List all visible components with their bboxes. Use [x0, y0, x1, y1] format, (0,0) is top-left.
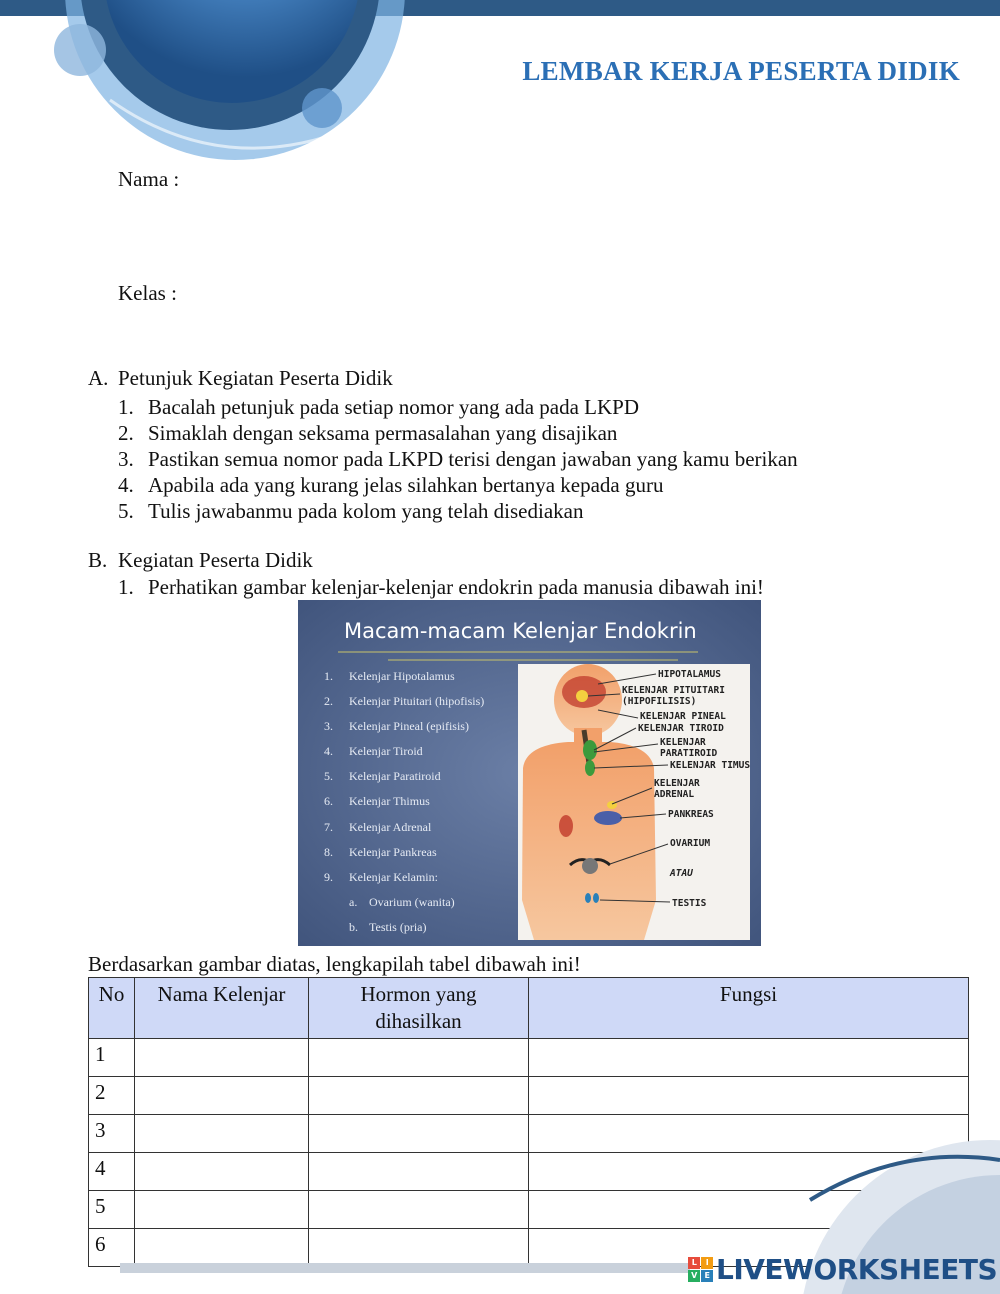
footer-bar	[120, 1263, 690, 1273]
label-atau: ATAU	[670, 868, 693, 879]
section-a-heading	[88, 366, 393, 391]
section-b-heading	[88, 548, 313, 573]
section-a-letter: A.	[88, 366, 109, 390]
pancreas-icon	[594, 811, 622, 825]
page-title: LEMBAR KERJA PESERTA DIDIK	[522, 56, 960, 86]
list-item-number: 2.	[118, 421, 134, 445]
list-item-number: 3.	[118, 447, 134, 471]
gland-list-num: 3.	[324, 719, 333, 733]
table-header-row	[89, 978, 969, 1039]
label-tiroid: KELENJAR TIROID	[638, 723, 724, 734]
label-adrenal-sub: ADRENAL	[654, 789, 695, 800]
table-instruction: Berdasarkan gambar diatas, lengkapilah tabel dibawah ini!	[88, 952, 581, 976]
circle-decoration-top	[0, 0, 420, 175]
section-a-title: Petunjuk Kegiatan Peserta Didik	[118, 366, 393, 390]
gland-list-item: Kelenjar Adrenal	[349, 820, 432, 834]
kidney-icon	[559, 815, 573, 837]
answer-cell-hormon[interactable]	[309, 1115, 529, 1153]
header-fungsi: Fungsi	[529, 978, 969, 1039]
answer-cell-hormon[interactable]	[309, 1191, 529, 1229]
gland-list-item: Kelenjar Hipotalamus	[349, 669, 455, 683]
label-paratiroid-sub: PARATIROID	[660, 748, 718, 759]
answer-cell-fungsi[interactable]	[529, 1039, 969, 1077]
list-item	[118, 472, 798, 498]
liveworksheets-logo-icon	[688, 1257, 713, 1282]
row-number: 4	[89, 1153, 135, 1191]
list-item	[118, 574, 764, 600]
row-number: 2	[89, 1077, 135, 1115]
gland-list-item: Kelenjar Paratiroid	[349, 769, 441, 783]
answer-cell-nama[interactable]	[135, 1077, 309, 1115]
logo-letter: L	[688, 1257, 700, 1269]
table-row	[89, 1077, 969, 1115]
nama-label: Nama :	[118, 167, 180, 191]
thymus-icon	[585, 760, 595, 776]
list-item	[118, 420, 798, 446]
list-item-number: 1.	[118, 575, 134, 599]
testis-icon	[593, 893, 599, 903]
gland-list-num: 2.	[324, 694, 333, 708]
gland-list-num: a.	[349, 895, 358, 909]
gland-list-item: Kelenjar Kelamin:	[349, 870, 438, 884]
section-b-letter: B.	[88, 548, 108, 572]
row-number: 1	[89, 1039, 135, 1077]
answer-cell-hormon[interactable]	[309, 1077, 529, 1115]
answer-cell-nama[interactable]	[135, 1191, 309, 1229]
pituitary-icon	[576, 690, 588, 702]
list-item	[118, 446, 798, 472]
kelas-label: Kelas :	[118, 281, 177, 305]
figure-title: Macam-macam Kelenjar Endokrin	[344, 619, 697, 643]
row-number: 5	[89, 1191, 135, 1229]
list-item-text: Perhatikan gambar kelenjar-kelenjar endokrin pada manusia dibawah ini!	[148, 575, 764, 599]
gland-list-item: Kelenjar Tiroid	[349, 744, 423, 758]
answer-cell-fungsi[interactable]	[529, 1077, 969, 1115]
gland-list-num: 6.	[324, 794, 333, 808]
label-pankreas: PANKREAS	[668, 809, 714, 820]
answer-cell-hormon[interactable]	[309, 1039, 529, 1077]
label-pituitari: KELENJAR PITUITARI	[622, 685, 725, 696]
gland-list-item: Kelenjar Thimus	[349, 794, 430, 808]
brand-text: LIVEWORKSHEETS	[716, 1253, 998, 1286]
label-ovarium: OVARIUM	[670, 838, 711, 849]
list-item-text: Apabila ada yang kurang jelas silahkan bertanya kepada guru	[148, 473, 664, 497]
label-paratiroid: KELENJAR	[660, 737, 706, 748]
logo-letter: E	[701, 1270, 713, 1282]
table-row	[89, 1039, 969, 1077]
list-item-number: 1.	[118, 395, 134, 419]
label-pineal: KELENJAR PINEAL	[640, 711, 726, 722]
label-testis: TESTIS	[672, 898, 707, 909]
endocrine-gland-figure	[298, 600, 761, 946]
header-hormon: Hormon yang dihasilkan	[309, 978, 529, 1039]
row-number: 6	[89, 1229, 135, 1267]
logo-letter: V	[688, 1270, 700, 1282]
gland-list-num: 7.	[324, 820, 333, 834]
header-no: No	[89, 978, 135, 1039]
list-item-text: Bacalah petunjuk pada setiap nomor yang ada pada LKPD	[148, 395, 640, 419]
label-timus: KELENJAR TIMUS	[670, 760, 751, 771]
gland-list-num: 5.	[324, 769, 333, 783]
list-item-text: Pastikan semua nomor pada LKPD terisi dengan jawaban yang kamu berikan	[148, 447, 798, 471]
logo-letter: I	[701, 1257, 713, 1269]
gland-list-item: Kelenjar Pankreas	[349, 845, 437, 859]
answer-cell-hormon[interactable]	[309, 1153, 529, 1191]
list-item	[118, 394, 798, 420]
instruction-list	[118, 394, 798, 524]
gland-list-item: Testis (pria)	[369, 920, 427, 934]
gland-list-num: 8.	[324, 845, 333, 859]
liveworksheets-brand[interactable]	[688, 1253, 997, 1286]
answer-cell-nama[interactable]	[135, 1153, 309, 1191]
answer-cell-nama[interactable]	[135, 1039, 309, 1077]
gland-list-item: Ovarium (wanita)	[369, 895, 455, 909]
activity-list	[118, 574, 764, 600]
list-item-number: 5.	[118, 499, 134, 523]
label-hipotalamus: HIPOTALAMUS	[658, 669, 721, 680]
answer-cell-hormon[interactable]	[309, 1229, 529, 1267]
header-nama-kelenjar: Nama Kelenjar	[135, 978, 309, 1039]
gland-list-num: 4.	[324, 744, 333, 758]
section-b-title: Kegiatan Peserta Didik	[118, 548, 313, 572]
answer-cell-nama[interactable]	[135, 1229, 309, 1267]
list-item-text: Tulis jawabanmu pada kolom yang telah disediakan	[148, 499, 584, 523]
gland-list-num: 9.	[324, 870, 333, 884]
gland-list-num: b.	[349, 920, 358, 934]
label-adrenal: KELENJAR	[654, 778, 700, 789]
list-item-text: Simaklah dengan seksama permasalahan yang disajikan	[148, 421, 618, 445]
gland-list-item: Kelenjar Pineal (epifisis)	[349, 719, 469, 733]
list-item	[118, 498, 798, 524]
testis-icon	[585, 893, 591, 903]
gland-list-item: Kelenjar Pituitari (hipofisis)	[349, 694, 485, 708]
gland-list-num: 1.	[324, 669, 333, 683]
uterus-icon	[582, 858, 598, 874]
row-number: 3	[89, 1115, 135, 1153]
answer-cell-nama[interactable]	[135, 1115, 309, 1153]
list-item-number: 4.	[118, 473, 134, 497]
label-pituitari-sub: (HIPOFILISIS)	[622, 696, 697, 707]
